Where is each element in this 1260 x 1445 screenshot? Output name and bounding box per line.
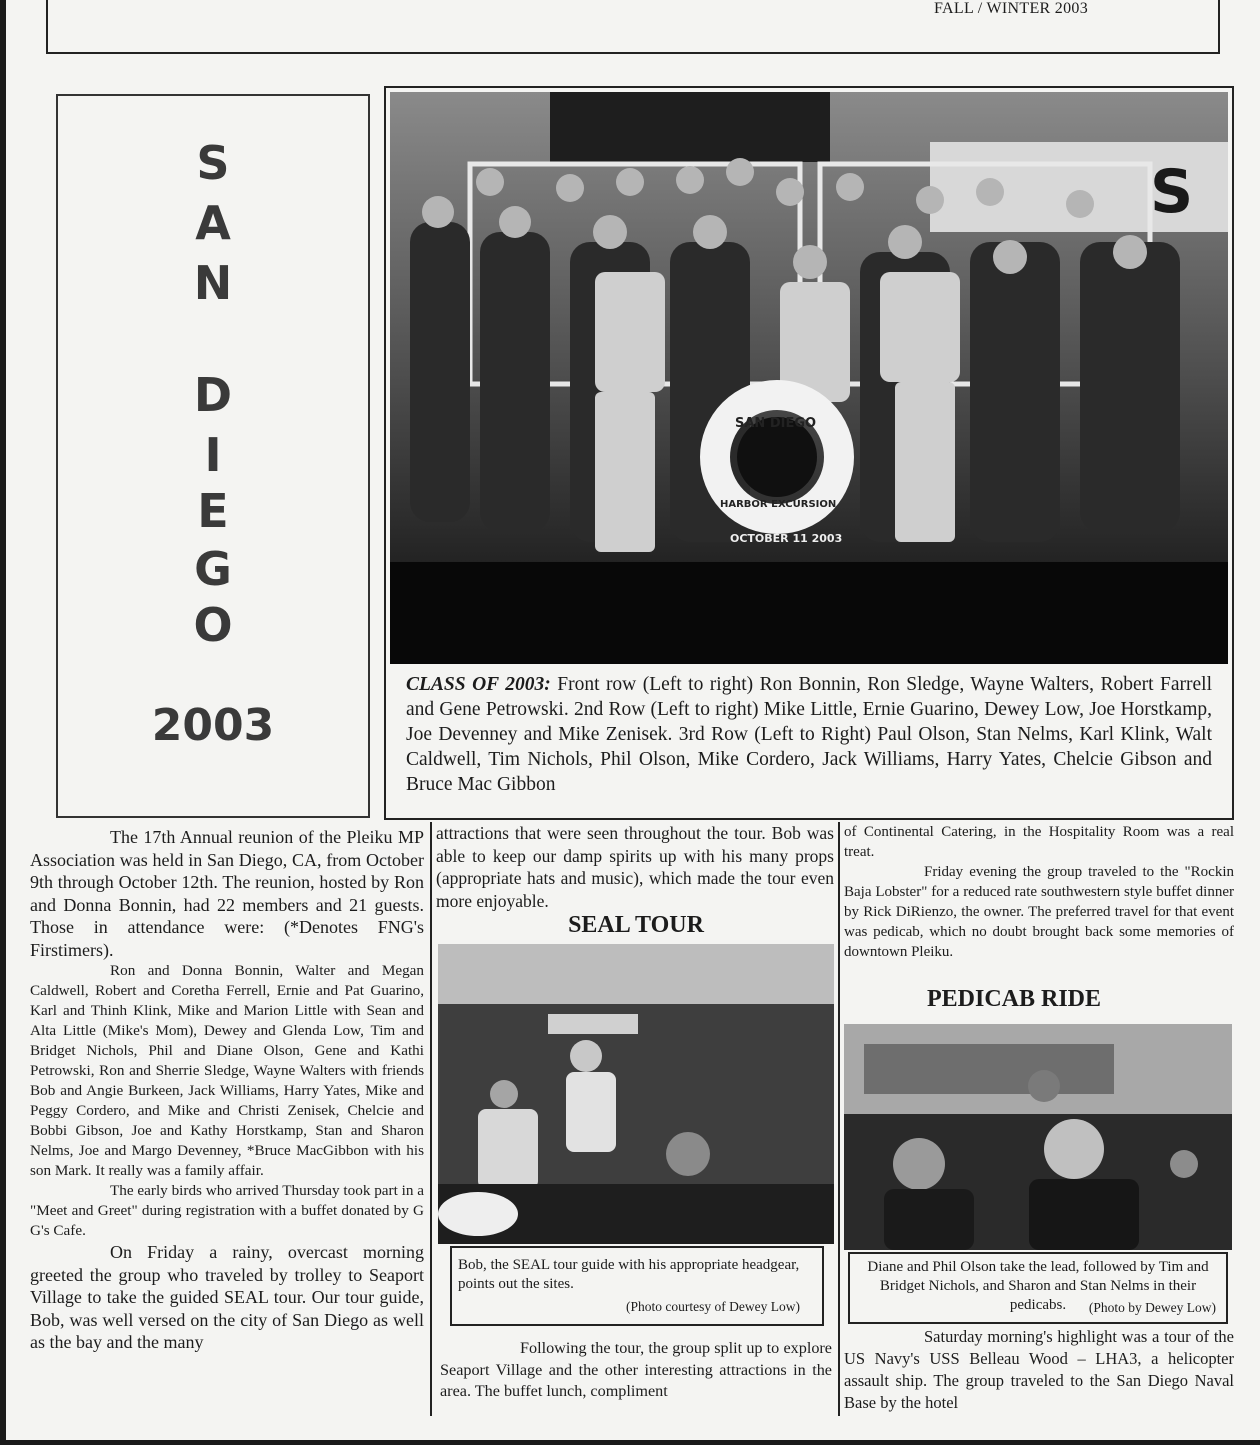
- article-paragraph: Ron and Donna Bonnin, Walter and Megan Caldwell, Robert and Coretha Ferrell, Ernie and Pat Guarino, Karl and Thinh Klink, Mike and Marion Little with Sean and Alta Little (Mike's Mom), Dewey and Glenda Low, Tim and Bridget Nichols, Phil and Diane Olson, Gene and Kathi Petrowski, Ron and Sherrie Sledge, Wayne Walters with friends Bob and Angie Burkeen, Jack Williams, Harry Yates, Mike and Peggy Cordero, and Mike and Christi Zenisek, Chelcie and Bobbi Gibson, Joe and Kathy Horstkamp, Stan and Sharon Nelms, Joe and Margo Devenney, *Bruce MacGibbon with his son Mark. It really was a family affair.: [30, 962, 424, 1179]
- pedicab-caption: Diane and Phil Olson take the lead, followed by Tim and Bridget Nichols, and Sharon and Stan Nelms in their pedicabs.: [867, 1259, 1209, 1313]
- title-letter: A: [195, 196, 231, 250]
- sign-letters: S: [1150, 157, 1194, 227]
- seal-tour-photo: [438, 944, 834, 1244]
- article-paragraph: Following the tour, the group split up to explore Seaport Village and the other interesting attractions in the area. The buffet lunch, compliment: [440, 1339, 832, 1400]
- group-photo: [390, 92, 1228, 664]
- article-column-2: [436, 822, 834, 912]
- article-column-1: [30, 826, 424, 1354]
- article-paragraph: The early birds who arrived Thursday took part in a "Meet and Greet" during registration with a buffet donated by G G's Cafe.: [30, 1182, 424, 1239]
- seal-tour-credit: (Photo courtesy of Dewey Low): [626, 1299, 800, 1314]
- caption-lead: CLASS OF 2003:: [406, 674, 551, 695]
- pedicab-credit: (Photo by Dewey Low): [1088, 1300, 1216, 1315]
- ring-bottom-text: HARBOR EXCURSION: [720, 499, 837, 510]
- article-paragraph: The 17th Annual reunion of the Pleiku MP Association was held in San Diego, CA, from October 9th through October 12th. The reunion, hosted by Ron and Donna Bonnin, had 22 members and 21 guests. Those in attendance were: (*Denotes FNG's Firstimers).: [30, 827, 424, 960]
- article-column-3: [844, 822, 1234, 962]
- column-divider: [430, 822, 432, 1416]
- seal-tour-caption: Bob, the SEAL tour guide with his appropriate headgear, points out the sites.: [458, 1257, 800, 1292]
- article-column-2-bottom: [440, 1338, 832, 1403]
- caption-text: Front row (Left to right) Ron Bonnin, Ron Sledge, Wayne Walters, Robert Farrell and Gene Petrowski. 2nd Row (Left to right) Mike Little, Ernie Guarino, Dewey Low, Joe Horstkamp, Joe Devenney and Mike Zenisek. 3rd Row (Left to Right) Paul Olson, Stan Nelms, Karl Klink, Walt Caldwell, Tim Nichols, Phil Olson, Mike Cordero, Jack Williams, Harry Yates, Chelcie Gibson and Bruce Mac Gibbon: [406, 674, 1212, 795]
- title-letter: D: [193, 368, 233, 422]
- title-letter: E: [197, 484, 229, 538]
- newsletter-page: [6, 0, 1260, 1440]
- main-photo-caption: [406, 672, 1212, 797]
- pedicab-heading: PEDICAB RIDE: [926, 986, 1102, 1012]
- ring-date-text: OCTOBER 11 2003: [730, 532, 843, 545]
- title-year: 2003: [151, 700, 275, 751]
- header-box: [46, 0, 1220, 54]
- pedicab-photo: [844, 1024, 1232, 1250]
- title-letter: S: [196, 136, 230, 190]
- title-letter: N: [193, 256, 233, 310]
- column-divider: [838, 822, 840, 1416]
- article-paragraph: Saturday morning's highlight was a tour of the US Navy's USS Belleau Wood – LHA3, a helicopter assault ship. The group traveled to the San Diego Naval Base by the hotel: [844, 1327, 1234, 1412]
- title-box: [56, 94, 370, 818]
- main-photo-frame: [384, 86, 1234, 820]
- title-letter: G: [194, 542, 232, 596]
- article-paragraph: attractions that were seen throughout the tour. Bob was able to keep our damp spirits up with his many props (appropriate hats and music), which made the tour even more enjoyable.: [436, 823, 834, 911]
- title-letter: I: [204, 428, 222, 482]
- article-paragraph: Friday evening the group traveled to the "Rockin Baja Lobster" for a reduced rate southwestern style buffet dinner by Rick DiRienzo, the owner. The preferred travel for that event was pedicab, which no doubt brought back some memories of downtown Pleiku.: [844, 864, 1234, 960]
- article-paragraph: of Continental Catering, in the Hospitality Room was a real treat.: [844, 824, 1234, 860]
- article-paragraph: On Friday a rainy, overcast morning greeted the group who traveled by trolley to Seaport Village to take the guided SEAL tour. Our tour guide, Bob, was well versed on the city of San Diego as well as the bay and the many: [30, 1242, 424, 1352]
- article-column-3-bottom: [844, 1326, 1234, 1414]
- seal-tour-heading: SEAL TOUR: [568, 912, 704, 938]
- ring-top-text: SAN DIEGO: [735, 416, 817, 431]
- title-letter: O: [193, 598, 233, 652]
- issue-season: FALL / WINTER 2003: [934, 0, 1088, 17]
